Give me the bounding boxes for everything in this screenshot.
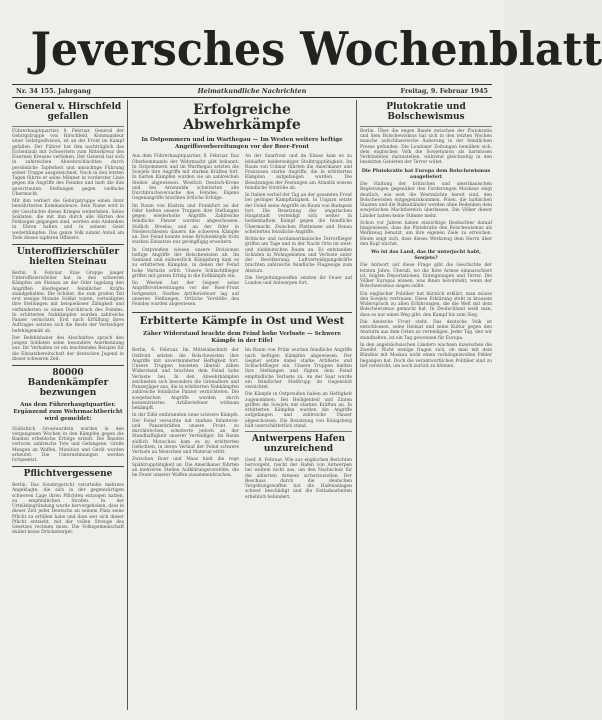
article-text: In Ostpreußen wiesen unsere Divisionen heftige Angriffe der Bolschewisten ab. Im Samland und südwestlich Königsberg kam es zu erbitterten Kämpfen, in denen der Feind hohe Verluste erlitt. Unsere Schlachtflieger griffen mit gutem Erfolg in die Erdkämpfe ein. — [132, 247, 239, 279]
column-divider — [127, 100, 128, 710]
article-text: Die Vergeltungswaffen setzten ihr Feuer auf London und Antwerpen fort. — [245, 275, 352, 287]
article-text: In der Eifel entbrannten neue schwere Kämpfe. Der Feind versuchte mit starken Infanterie- und Panzerkräften unsere Front zu durchbrechen, scheiterte jedoch an der Standhaftigkeit unserer Verteidiger. Im Raum südlich Monschau kam es zu erbitterten Gefechten, in deren Verlauf der Feind schwere Verluste an Menschen und Material erlitt. — [132, 413, 239, 456]
issue-info-bar — [12, 84, 492, 98]
article-text: Berlin, 8. Februar. Eine Gruppe junger Unteroffizierschüler hat in den schweren Kämpfen um Steinau an der Oder tagelang den Angriffen überlegener feindlicher Kräfte standgehalten. Die Schüler, die zum großen Teil erst wenige Monate Soldat waren, verteidigten ihre Stellungen mit beispielloser Zähigkeit und verhinderten so einen Durchbruch des Feindes. In erbitterten Nahkämpfen wurden zahlreiche Panzer vernichtet. Erst nach Erfüllung ihres Auftrages setzten sich die Reste der Verteidiger befehlsgemäß ab. — [12, 270, 124, 334]
article-headline: Unteroffizierschüler hielten Steinau — [16, 247, 120, 267]
article-text: Der Befehlshaber des Abschnittes sprach den jungen Soldaten seine besondere Anerkennung aus. Ihr Verhalten ist ein leuchtendes Beispiel für die Einsatzbereitschaft der deutschen Jugend in dieser schweren Zeit. — [12, 335, 124, 362]
article-headline: 80000 Bandenkämpfer bezwungen — [27, 368, 109, 398]
article-text: Berlin. Das Sondergericht verurteilte mehrere Angeklagte, die sich in der gegenwärtigen schweren Lage ihren Pflichten entzogen hatten, zu empfindlichen Strafen. In der Urteilsbegründung wurde hervorgehoben, dass in dieser Zeit jeder Deutsche an seinem Platz seine Pflicht zu erfüllen habe und dass wer sich dieser Pflicht entzieht, mit der vollen Strenge des Gesetzes rechnen muss. Die Volksgemeinschaft duldet keine Drückeberger. — [12, 483, 124, 536]
article-text: Ein englischer Politiker hat kürzlich erklärt, man müsse den Sowjets vertrauen. Diese Erklärung steht in krassem Widerspruch zu allen Erfahrungen, die die Welt mit dem Bolschewismus gemacht hat. In Deutschland weiß man, dass es nur einen Weg gibt: den Kampf bis zum Sieg. — [360, 291, 492, 318]
issue-subtitle: Heimatkundliche Nachrichten — [197, 87, 307, 95]
left-column — [12, 100, 124, 710]
article-text: Führerhauptquartier, 8. Februar. General der Gebirgstruppe von Hirschfeld, Kommandeur einer Gebirgsdivision, ist an der Front im Kampf gefallen. Der Führer hat ihm nachträglich das Eichenlaub mit Schwertern zum Ritterkreuz des Eisernen Kreuzes verliehen. Der General hat sich in zahlreichen Abwehrschlachten durch persönliche Tapferkeit und umsichtige Führung seiner Truppe ausgezeichnet. Noch in den letzten Tagen führte er seine Männer in vorderster Linie gegen die Angriffe des Feindes und hielt die ihm anvertrauten Stellungen gegen vielfache Übermacht. — [12, 128, 124, 197]
article-text: Die Antwort auf diese Frage gibt die Geschichte der letzten Jahre. Überall, wo die Rote Armee einmarschiert ist, folgten Deportationen, Enteignungen und Terror. Die Völker Europas wissen, was ihnen bevorsteht, wenn der Bolschewismus siegen sollte. — [360, 263, 492, 290]
article-text: Im Raum von Prüm wurden feindliche Angriffe nach heftigen Kämpfen abgewiesen. Der Gegner setzte dabei starke Artillerie und Schlachtflieger ein. Unsere Truppen hielten ihre Stellungen und fügten dem Feind empfindliche Verluste zu. An der Saar wurde ein feindlicher Stoßtrupp im Gegenstoß vernichtet. — [245, 348, 352, 391]
article-text: Im Westen hat der Gegner seine Angriffsvorbereitungen vor der Roer-Front fortgesetzt. Starkes Artilleriefeuer lag auf unseren Stellungen. Örtliche Vorstöße des Feindes wurden abgewiesen. — [132, 281, 239, 308]
article-headline: Pflichtvergessene — [23, 469, 113, 480]
masthead-title: Jeversches Wochenblatt — [30, 22, 602, 76]
article-text: Die deutsche Front steht. Das deutsche Volk ist entschlossen, seine Heimat und seine Kultur gegen den Ansturm aus dem Osten zu verteidigen. Jeder Tag, den wir standhalten, ist ein Tag gewonnen für Europa. — [360, 319, 492, 341]
article-subhead: Zäher Widerstand brachte dem Feind hohe Verluste — Schwere Kämpfe in der Eifel — [143, 330, 341, 345]
issue-date: Freitag, 9. Februar 1945 — [400, 87, 488, 95]
article-body — [132, 348, 352, 502]
article-text: Südöstlich Grosswardein wurden in den vergangenen Wochen in den Kämpfen gegen die Banden erhebliche Erfolge erzielt. Die Banden verloren zahlreiche Tote und Gefangene. Große Mengen an Waffen, Munition und Gerät wurden erbeutet. Die Unternehmungen werden fortgesetzt. — [12, 426, 124, 464]
article-text: Schon vor Jahren haben einsichtige Beobachter darauf hingewiesen, dass die Plutokratie den Bolschewismus als Werkzeug benutzt, um ihre eigenen Ziele zu erreichen. Heute zeigt sich, dass dieses Werkzeug dem Herrn über den Kopf wächst. — [360, 220, 492, 247]
article-text: Genf, 8. Februar. Wie aus englischen Berichten hervorgeht, reicht der Hafen von Antwerpen bei weitem nicht aus, um den Nachschub für die alliierten Armeen sicherzustellen. Der Beschuss durch die deutschen Vergeltungswaffen hat die Hafenanlagen schwer beschädigt und die Entladearbeiten erheblich behindert. — [245, 457, 352, 500]
article-text: Britische und nordamerikanische Terrorflieger griffen am Tage und in der Nacht Orte im west- und süddeutschen Raum an. Es entstanden Schäden in Wohngebieten und Verluste unter der Bevölkerung. Luftverteidigungskräfte brachten zahlreiche feindliche Flugzeuge zum Absturz. — [245, 237, 352, 274]
article-text: In den angelsächsischen Ländern wachsen inzwischen die Zweifel. Nicht wenige fragen sich, ob man mit dem Bündnis mit Moskau nicht einen verhängnisvollen Fehler begangen hat. Doch die verantwortlichen Politiker sind zu tief verstrickt, um noch zurück zu können. — [360, 342, 492, 369]
article-text: Aus dem Führerhauptquartier, 8. Februar. Das Oberkommando der Wehrmacht gibt bekannt: In Ostpommern und im Warthegau setzten die Sowjets ihre Angriffe mit starken Kräften fort. In harten Kämpfen wurden sie an zahlreichen Stellen abgewiesen. Westlich Deutsch-Krone und bei Arnswalde scheiterten alle Durchbruchsversuche des Feindes. Eigene Gegenangriffe brachten örtliche Erfolge. — [132, 154, 239, 202]
article-headline: Antwerpens Hafen unzureichend — [251, 434, 346, 455]
article-text: Berlin, 8. Februar. Im Mittelabschnitt der Ostfront setzten die Bolschewisten ihre Angriffe mit unverminderter Heftigkeit fort. Unsere Truppen leisteten überall zähen Widerstand und brachten dem Feind hohe Verluste bei. In den Abwehrkämpfen zeichneten sich besonders die Grenadiere und Panzerjäger aus, die in erbitterten Nahkämpfen zahlreiche feindliche Panzer vernichteten. Die sowjetischen Angriffe wurden durch konzentriertes Artilleriefeuer wirksam bekämpft. — [132, 348, 239, 412]
column-divider — [356, 100, 357, 710]
article-text: Im Raum von Küstrin und Frankfurt an der Oder hielten unsere Truppen ihre Stellungen gegen wiederholte Angriffe. Zahlreiche feindliche Panzer wurden abgeschossen. Südlich Breslau und an der Oder in Niederschlesien dauern die schweren Kämpfe an. Der Feind konnte seine Brückenköpfe trotz starken Einsatzes nur geringfügig erweitern. — [132, 203, 239, 246]
article-subhead: Wo ist das Land, das ihr unterjocht habt, Sowjets? — [371, 249, 481, 262]
article-headline: Erbitterte Kämpfe in Ost und West — [139, 315, 345, 328]
lead-article-body — [132, 154, 352, 309]
article-subhead: Aus dem Führerhauptquartier. Ergänzend zum Wehrmachtbericht wird gemeldet: — [13, 401, 123, 423]
article-text: Mit ihm verliert die Gebirgstruppe einen ihrer bewährtesten Kommandeure. Sein Name wird in der Geschichte dieses Krieges weiterleben. Seine Soldaten, die mit ihm durch alle Härten des Feldzuges gegangen sind, werden sein Andenken in Ehren halten und in seinem Geist weiterkämpfen. Das ganze Volk nimmt Anteil am Tode dieses tapferen Offiziers. — [12, 199, 124, 241]
main-article-area — [132, 100, 352, 710]
article-text: Die Kämpfe in Ostpreußen haben an Heftigkeit zugenommen. Bei Heiligenbeil und Zinten griffen die Sowjets mit starken Kräften an. In erbitterten Kämpfen wurden die Angriffe aufgefangen und zahlreiche Panzer abgeschossen. Die Besatzung von Königsberg hält unerschütterlich stand. — [245, 392, 352, 429]
article-subhead: Die Plutokratie hat Europa dem Bolschewismus ausgeliefert — [361, 167, 491, 180]
right-column — [360, 100, 492, 710]
article-text: Zwischen Roer und Maas hielt die rege Spähtrupptätigkeit an. Die Amerikaner führten an mehreren Stellen Aufklärungsvorstöße, die im Feuer unserer Waffen zusammenbrachen. — [132, 457, 239, 479]
lead-subhead: In Ostpommern und im Warthegau — Im Westen weitere heftige Angriffsvorbereitungen vor der Roer-Front — [141, 136, 343, 151]
article-text: In Italien verlief der Tag an der gesamten Front bei geringer Kampftätigkeit. In Ungarn setzte der Feind seine Angriffe im Raum von Budapest fort. Die Besatzung der ungarischen Hauptstadt verteidigt sich weiter in heldenhaftem Kampf gegen die feindliche Übermacht. Zwischen Plattensee und Donau scheiterten feindliche Angriffe. — [245, 193, 352, 235]
issue-number: Nr. 34 155. Jahrgang — [16, 87, 91, 95]
article-text: An der Saarfront und im Elsass kam es zu lebhafter beiderseitiger Stoßtrupptätigkeit. Im Raum von Colmar führten die Amerikaner und Franzosen starke Angriffe, die in erbitterten Kämpfen aufgefangen wurden. Die Besatzungen der Festungen am Atlantik wiesen feindliche Vorstöße ab. — [245, 154, 352, 191]
article-headline: Plutokratie und Bolschewismus — [386, 102, 466, 122]
article-headline: General v. Hirschfeld gefallen — [14, 102, 122, 122]
article-text: Berlin. Über die engen Bande zwischen der Plutokratie und dem Bolschewismus hat sich in den letzten Wochen manche aufschlussreiche Äußerung in der feindlichen Presse gefunden. Die Londoner Zeitungen bemühen sich, dem englischen Volk die Sowjetunion als harmlosen Verbündeten darzustellen, während gleichzeitig in den besetzten Gebieten der Terror wütet. — [360, 128, 492, 166]
lead-headline: Erfolgreiche Abwehrkämpfe — [183, 102, 301, 134]
article-text: Die Haltung der britischen und amerikanischen Regierungen gegenüber den Forderungen Moskaus zeigt deutlich, wie weit die Westmächte bereit sind, den Bolschewisten entgegenzukommen. Polen, die baltischen Staaten und die Balkanländer werden ohne Bedenken dem sowjetischen Machtbereich überlassen. Die Völker dieser Länder haben keine Stimme mehr. — [360, 182, 492, 219]
